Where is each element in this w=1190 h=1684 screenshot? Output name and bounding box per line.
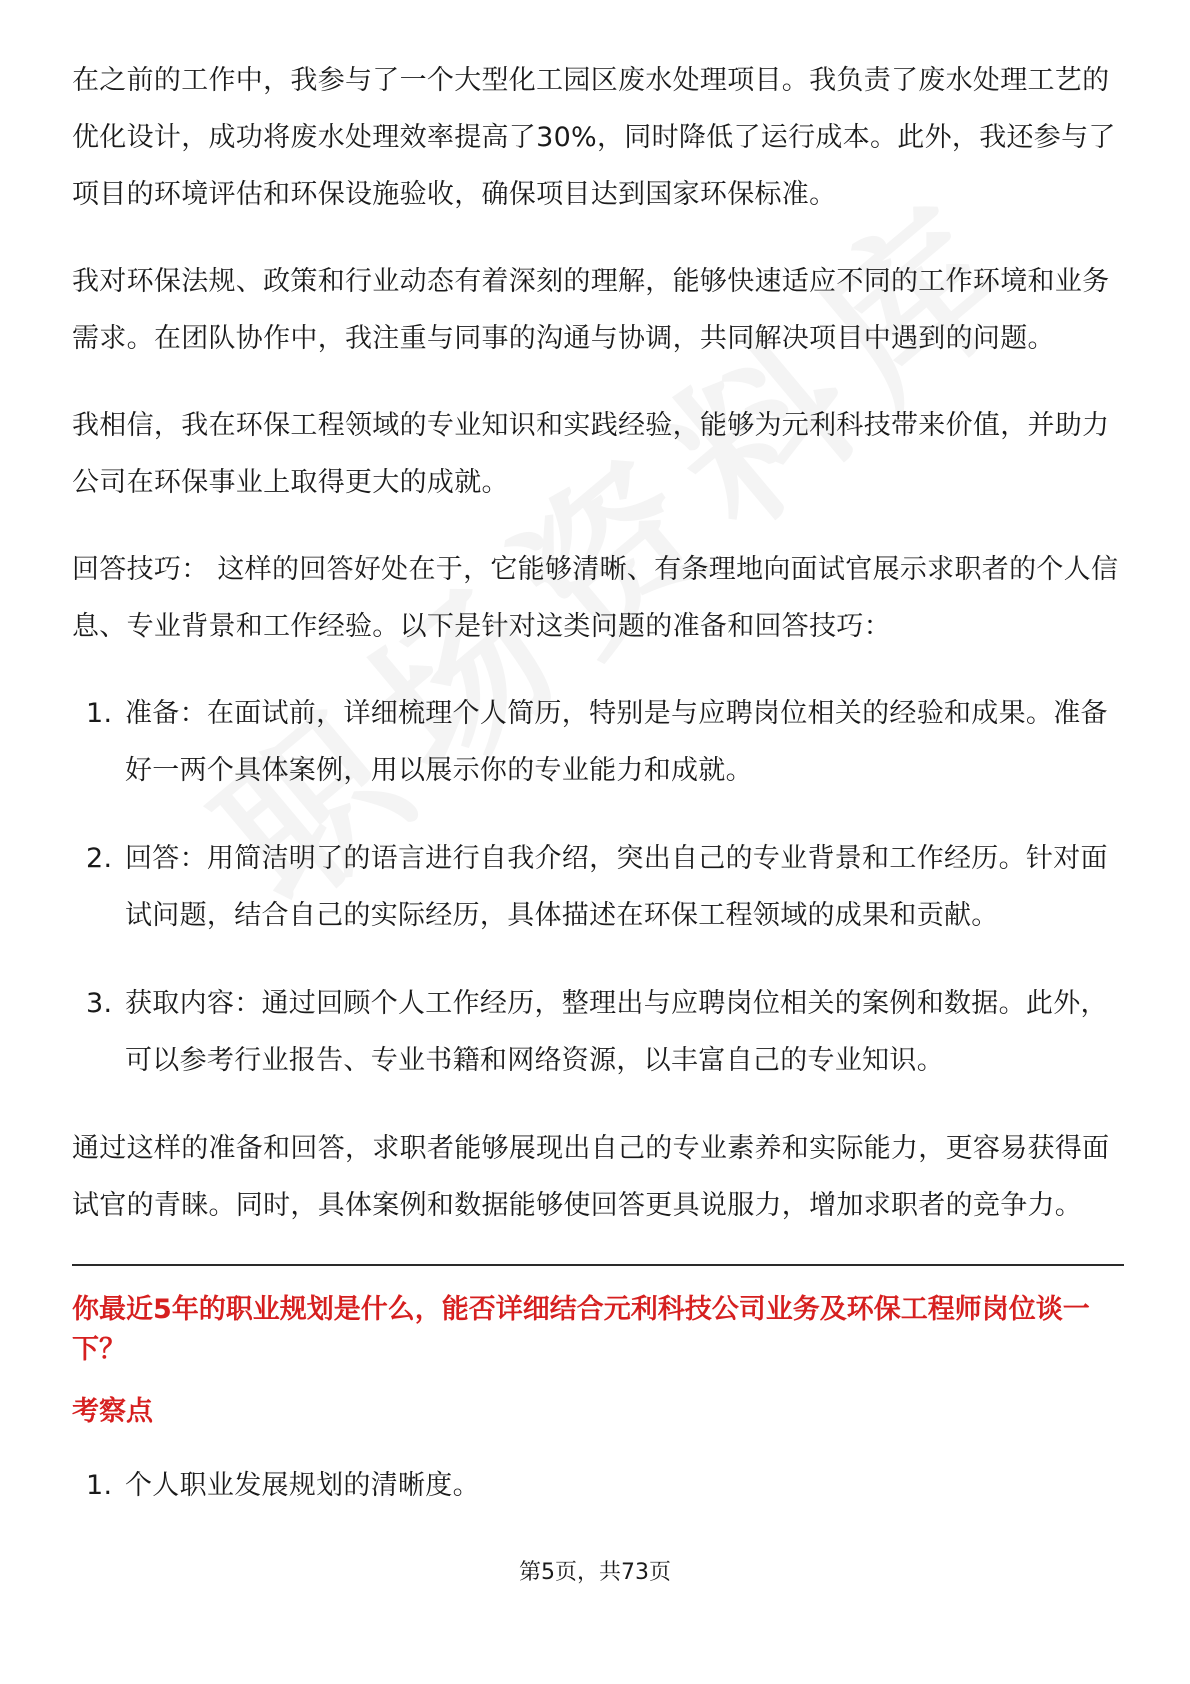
list-item: [72, 830, 1124, 944]
list-item: [72, 1466, 1124, 1506]
section-divider: [72, 1264, 1124, 1266]
paragraph-value-statement: 我相信，我在环保工程领域的专业知识和实践经验，能够为元利科技带来价值，并助力公司在环保事业上取得更大的成就。: [72, 410, 1110, 498]
list-item: [72, 975, 1124, 1089]
paragraph-project-experience: 在之前的工作中，我参与了一个大型化工园区废水处理项目。我负责了废水处理工艺的优化设计，成功将废水处理效率提高了30%，同时降低了运行成本。此外，我还参与了项目的环境评估和环保设施验收，确保项目达到国家环保标准。: [72, 65, 1116, 210]
tips-list: [72, 685, 1124, 1089]
question-heading: 你最近5年的职业规划是什么，能否详细结合元利科技公司业务及环保工程师岗位谈一下？: [72, 1294, 1090, 1365]
list-item-number: 1.: [86, 1470, 113, 1501]
assessment-points-list: [72, 1466, 1124, 1506]
list-item-number: 3.: [86, 988, 113, 1019]
paragraph-answer-tips-intro: 回答技巧： 这样的回答好处在于，它能够清晰、有条理地向面试官展示求职者的个人信息、专业背景和工作经验。以下是针对这类问题的准备和回答技巧：: [72, 554, 1119, 642]
list-item-text: 回答：用简洁明了的语言进行自我介绍，突出自己的专业背景和工作经历。针对面试问题，结合自己的实际经历，具体描述在环保工程领域的成果和贡献。: [125, 843, 1108, 931]
list-item-number: 2.: [86, 843, 113, 874]
paragraph-regulation-understanding: 我对环保法规、政策和行业动态有着深刻的理解，能够快速适应不同的工作环境和业务需求。在团队协作中，我注重与同事的沟通与协调，共同解决项目中遇到的问题。: [72, 266, 1110, 354]
page-number-footer: 第5页，共73页: [519, 1560, 671, 1585]
list-item-text: 获取内容：通过回顾个人工作经历，整理出与应聘岗位相关的案例和数据。此外，可以参考行业报告、专业书籍和网络资源，以丰富自己的专业知识。: [125, 988, 1108, 1076]
list-item: [72, 685, 1124, 799]
list-item-text: 个人职业发展规划的清晰度。: [125, 1470, 480, 1501]
paragraph-closing: 通过这样的准备和回答，求职者能够展现出自己的专业素养和实际能力，更容易获得面试官的青睐。同时，具体案例和数据能够使回答更具说服力，增加求职者的竞争力。: [72, 1133, 1110, 1221]
list-item-number: 1.: [86, 698, 113, 729]
list-item-text: 准备：在面试前，详细梳理个人简历，特别是与应聘岗位相关的经验和成果。准备好一两个具体案例，用以展示你的专业能力和成就。: [125, 698, 1108, 786]
assessment-points-heading: 考察点: [72, 1396, 153, 1427]
document-page: [72, 52, 1124, 1506]
